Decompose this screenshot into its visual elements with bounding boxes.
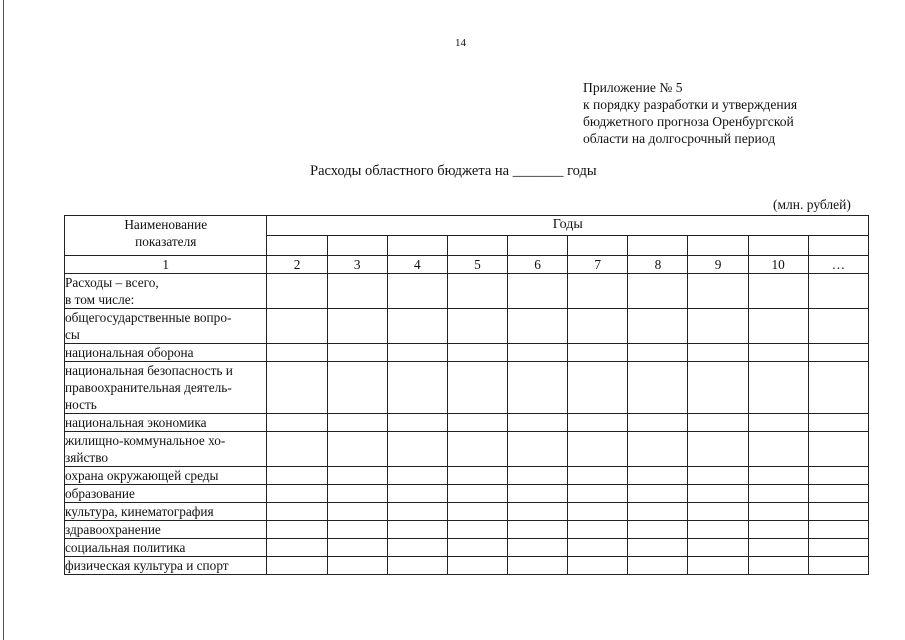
table-row <box>65 467 869 485</box>
column-number: 2 <box>267 256 327 274</box>
value-cell <box>808 503 868 521</box>
row-label <box>65 521 267 539</box>
row-label-line: физическая культура и спорт <box>65 558 229 573</box>
value-cell <box>508 521 568 539</box>
value-cell <box>387 414 447 432</box>
value-cell <box>688 432 748 467</box>
value-cell <box>387 274 447 309</box>
value-cell <box>447 503 507 521</box>
row-label <box>65 539 267 557</box>
row-label <box>65 467 267 485</box>
value-cell <box>327 309 387 344</box>
value-cell <box>447 521 507 539</box>
value-cell <box>327 362 387 414</box>
row-label <box>65 414 267 432</box>
document-title: Расходы областного бюджета на _______ годы <box>310 163 597 179</box>
year-cell <box>568 236 628 256</box>
value-cell <box>808 344 868 362</box>
value-cell <box>387 309 447 344</box>
value-cell <box>508 362 568 414</box>
value-cell <box>508 485 568 503</box>
year-cell <box>688 236 748 256</box>
value-cell <box>327 467 387 485</box>
column-number: 3 <box>327 256 387 274</box>
value-cell <box>447 485 507 503</box>
indicator-name-header <box>65 216 267 256</box>
value-cell <box>447 362 507 414</box>
value-cell <box>387 485 447 503</box>
value-cell <box>267 362 327 414</box>
value-cell <box>628 557 688 575</box>
value-cell <box>568 414 628 432</box>
value-cell <box>508 467 568 485</box>
value-cell <box>508 274 568 309</box>
value-cell <box>267 503 327 521</box>
value-cell <box>267 485 327 503</box>
value-cell <box>748 539 808 557</box>
appendix-note <box>583 79 797 147</box>
table-row <box>65 539 869 557</box>
row-label <box>65 344 267 362</box>
value-cell <box>387 521 447 539</box>
value-cell <box>748 467 808 485</box>
value-cell <box>508 414 568 432</box>
value-cell <box>628 309 688 344</box>
value-cell <box>387 344 447 362</box>
year-cell <box>748 236 808 256</box>
value-cell <box>808 521 868 539</box>
value-cell <box>267 557 327 575</box>
value-cell <box>748 344 808 362</box>
value-cell <box>447 557 507 575</box>
year-cell <box>628 236 688 256</box>
value-cell <box>327 414 387 432</box>
value-cell <box>447 344 507 362</box>
column-number: 1 <box>65 256 267 274</box>
row-label-line: общегосударственные вопро- <box>65 310 232 325</box>
value-cell <box>508 503 568 521</box>
value-cell <box>688 485 748 503</box>
column-number: 7 <box>568 256 628 274</box>
row-label <box>65 309 267 344</box>
value-cell <box>688 539 748 557</box>
value-cell <box>267 539 327 557</box>
table-row <box>65 344 869 362</box>
row-label-line: ность <box>65 397 97 412</box>
value-cell <box>327 485 387 503</box>
year-cell <box>808 236 868 256</box>
value-cell <box>688 344 748 362</box>
value-cell <box>267 521 327 539</box>
value-cell <box>447 274 507 309</box>
value-cell <box>568 309 628 344</box>
value-cell <box>568 557 628 575</box>
value-cell <box>748 521 808 539</box>
value-cell <box>447 414 507 432</box>
row-label <box>65 485 267 503</box>
value-cell <box>327 503 387 521</box>
value-cell <box>387 503 447 521</box>
row-label <box>65 362 267 414</box>
value-cell <box>808 467 868 485</box>
row-label <box>65 432 267 467</box>
row-label-line: правоохранительная деятель- <box>65 380 232 395</box>
value-cell <box>628 485 688 503</box>
row-label <box>65 274 267 309</box>
page-number: 14 <box>455 37 466 49</box>
row-label-line: национальная оборона <box>65 345 194 360</box>
appendix-line: бюджетного прогноза Оренбургской <box>583 114 794 129</box>
value-cell <box>327 432 387 467</box>
value-cell <box>688 274 748 309</box>
value-cell <box>387 432 447 467</box>
value-cell <box>327 344 387 362</box>
value-cell <box>387 539 447 557</box>
header-line: Наименование <box>124 217 208 232</box>
appendix-line: к порядку разработки и утверждения <box>583 97 798 112</box>
value-cell <box>748 274 808 309</box>
row-label-line: Расходы – всего, <box>65 275 159 290</box>
value-cell <box>808 539 868 557</box>
value-cell <box>568 362 628 414</box>
year-cell <box>508 236 568 256</box>
appendix-line: Приложение № 5 <box>583 80 683 95</box>
value-cell <box>568 274 628 309</box>
value-cell <box>387 467 447 485</box>
row-label-line: сы <box>65 327 80 342</box>
value-cell <box>748 503 808 521</box>
row-label-line: образование <box>65 486 135 501</box>
table-row <box>65 503 869 521</box>
value-cell <box>387 362 447 414</box>
value-cell <box>327 521 387 539</box>
units-label: (млн. рублей) <box>773 197 851 212</box>
value-cell <box>688 309 748 344</box>
value-cell <box>748 414 808 432</box>
row-label-line: культура, кинематография <box>65 504 214 519</box>
value-cell <box>508 539 568 557</box>
value-cell <box>508 432 568 467</box>
value-cell <box>688 557 748 575</box>
year-cell <box>327 236 387 256</box>
years-header: Годы <box>267 216 869 236</box>
value-cell <box>808 432 868 467</box>
page-left-edge <box>3 0 4 640</box>
value-cell <box>688 414 748 432</box>
column-number: 6 <box>508 256 568 274</box>
value-cell <box>447 309 507 344</box>
value-cell <box>508 344 568 362</box>
value-cell <box>628 539 688 557</box>
value-cell <box>447 432 507 467</box>
value-cell <box>508 309 568 344</box>
table-row <box>65 274 869 309</box>
value-cell <box>568 485 628 503</box>
value-cell <box>688 362 748 414</box>
value-cell <box>568 503 628 521</box>
value-cell <box>387 557 447 575</box>
value-cell <box>808 309 868 344</box>
value-cell <box>808 414 868 432</box>
column-number: … <box>808 256 868 274</box>
value-cell <box>568 432 628 467</box>
value-cell <box>688 503 748 521</box>
value-cell <box>808 362 868 414</box>
value-cell <box>628 503 688 521</box>
table-row <box>65 362 869 414</box>
value-cell <box>748 432 808 467</box>
row-label-line: охрана окружающей среды <box>65 468 219 483</box>
appendix-line: области на долгосрочный период <box>583 131 776 146</box>
table-row <box>65 432 869 467</box>
value-cell <box>748 309 808 344</box>
value-cell <box>628 467 688 485</box>
row-label-line: в том числе: <box>65 292 135 307</box>
value-cell <box>447 467 507 485</box>
value-cell <box>508 557 568 575</box>
value-cell <box>267 467 327 485</box>
column-number: 5 <box>447 256 507 274</box>
value-cell <box>327 557 387 575</box>
header-line: показателя <box>135 234 197 249</box>
value-cell <box>748 362 808 414</box>
value-cell <box>267 274 327 309</box>
value-cell <box>568 344 628 362</box>
row-label-line: зяйство <box>65 450 109 465</box>
value-cell <box>808 274 868 309</box>
value-cell <box>688 467 748 485</box>
row-label-line: здравоохранение <box>65 522 161 537</box>
value-cell <box>267 344 327 362</box>
value-cell <box>568 521 628 539</box>
table-row <box>65 485 869 503</box>
table-row <box>65 414 869 432</box>
row-label <box>65 557 267 575</box>
value-cell <box>808 485 868 503</box>
value-cell <box>748 557 808 575</box>
budget-table <box>64 215 869 575</box>
value-cell <box>688 521 748 539</box>
table-row <box>65 309 869 344</box>
year-cell <box>447 236 507 256</box>
value-cell <box>267 414 327 432</box>
value-cell <box>628 274 688 309</box>
value-cell <box>267 432 327 467</box>
column-number: 10 <box>748 256 808 274</box>
column-number: 4 <box>387 256 447 274</box>
table-row <box>65 557 869 575</box>
row-label-line: национальная экономика <box>65 415 207 430</box>
value-cell <box>568 467 628 485</box>
value-cell <box>748 485 808 503</box>
table-row <box>65 521 869 539</box>
row-label-line: национальная безопасность и <box>65 363 233 378</box>
row-label-line: жилищно-коммунальное хо- <box>65 433 226 448</box>
value-cell <box>327 274 387 309</box>
row-label <box>65 503 267 521</box>
value-cell <box>568 539 628 557</box>
value-cell <box>628 362 688 414</box>
value-cell <box>628 344 688 362</box>
column-number: 9 <box>688 256 748 274</box>
column-number: 8 <box>628 256 688 274</box>
year-cell <box>387 236 447 256</box>
value-cell <box>628 414 688 432</box>
value-cell <box>628 521 688 539</box>
value-cell <box>447 539 507 557</box>
row-label-line: социальная политика <box>65 540 186 555</box>
value-cell <box>267 309 327 344</box>
value-cell <box>808 557 868 575</box>
year-cell <box>267 236 327 256</box>
value-cell <box>327 539 387 557</box>
value-cell <box>628 432 688 467</box>
